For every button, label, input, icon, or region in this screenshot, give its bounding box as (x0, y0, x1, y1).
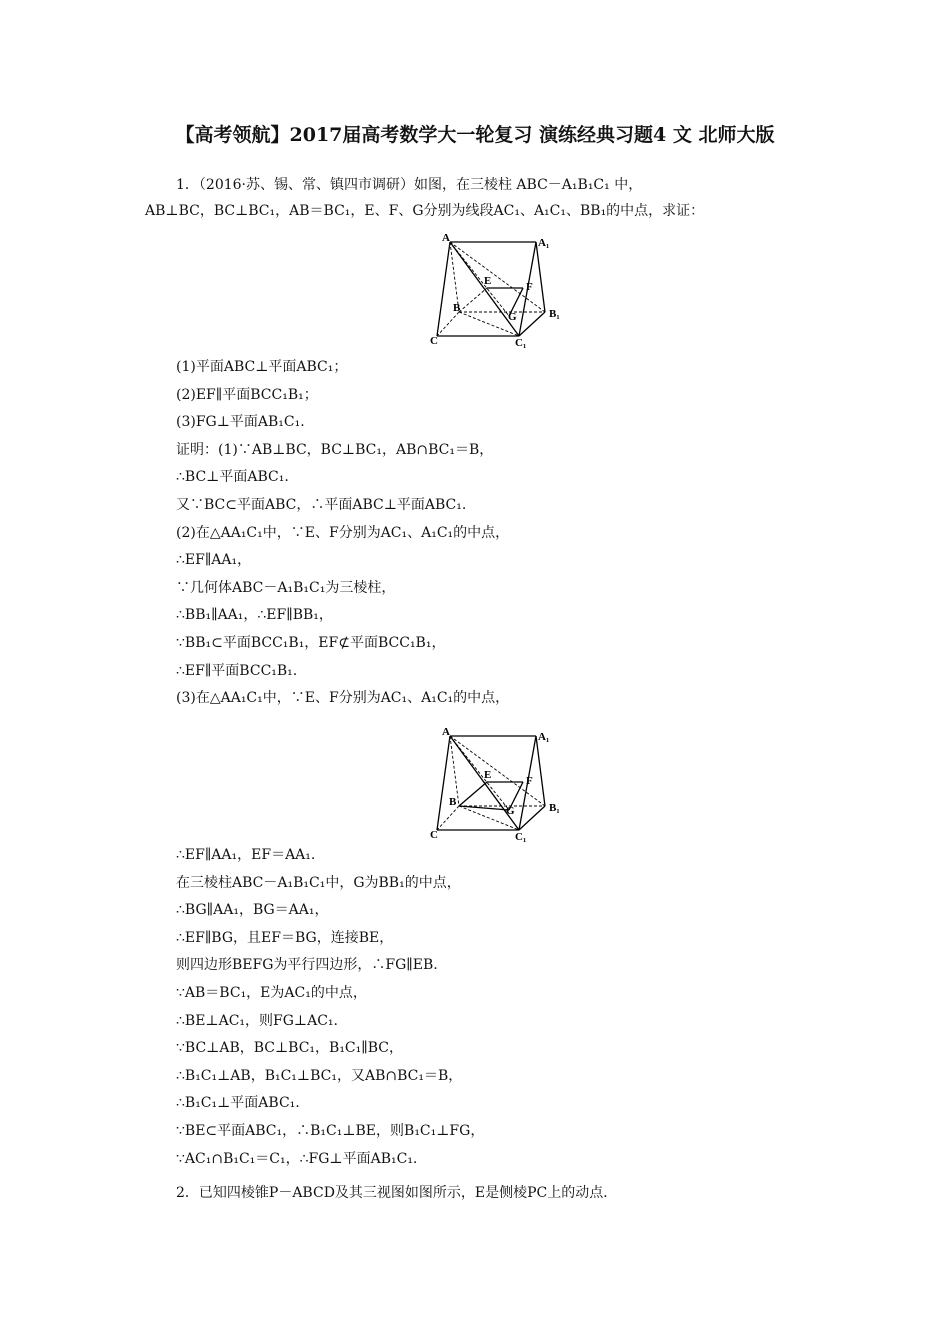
proof-line: (3)FG⊥平面AB₁C₁. (176, 414, 305, 431)
proof-line: 则四边形BEFG为平行四边形，∴FG∥EB. (176, 957, 438, 974)
question-1-stem (145, 172, 796, 224)
proof-line: 在三棱柱ABC－A₁B₁C₁中，G为BB₁的中点， (176, 874, 461, 891)
figure-label-e: E (484, 275, 492, 287)
proof-line: ∴BG∥AA₁，BG＝AA₁， (176, 902, 329, 919)
figure-label-c: C (430, 829, 438, 841)
proof-line: ∵几何体ABC－A₁B₁C₁为三棱柱， (176, 579, 396, 596)
proof-block-1 (176, 354, 796, 713)
proof-line: 证明：(1)∵AB⊥BC，BC⊥BC₁，AB∩BC₁＝B， (176, 441, 494, 458)
figure-label-a1: A₁ (538, 237, 550, 249)
prism-figure-2 (420, 726, 580, 844)
proof-line: ∴EF∥BG，且EF＝BG，连接BE， (176, 929, 394, 946)
question-1-line-2: AB⊥BC，BC⊥BC₁，AB＝BC₁，E、F、G分别为线段AC₁、A₁C₁、BB₁的中点，求证： (145, 203, 705, 219)
figure-label-f: F (526, 775, 533, 787)
proof-line: (3)在△AA₁C₁中，∵E、F分别为AC₁、A₁C₁的中点， (176, 690, 510, 707)
figure-label-a1: A₁ (538, 731, 550, 743)
proof-line: ∴EF∥平面BCC₁B₁. (176, 662, 298, 679)
figure-label-g: G (506, 805, 515, 817)
proof-line: ∵AB＝BC₁，E为AC₁的中点， (176, 984, 367, 1001)
proof-line: ∵BB₁⊂平面BCC₁B₁，EF⊄平面BCC₁B₁， (176, 634, 446, 651)
proof-line: ∵BC⊥AB，BC⊥BC₁，B₁C₁∥BC， (176, 1040, 403, 1057)
figure-label-a: A (442, 232, 450, 244)
figure-label-e: E (484, 769, 492, 781)
proof-line: (2)在△AA₁C₁中，∵E、F分别为AC₁、A₁C₁的中点， (176, 524, 510, 541)
question-2-stem: 2．已知四棱锥P－ABCD及其三视图如图所示，E是侧棱PC上的动点． (176, 1185, 618, 1201)
figure-label-c1: C₁ (515, 831, 527, 843)
proof-line: ∴BE⊥AC₁，则FG⊥AC₁. (176, 1012, 338, 1029)
figure-label-a: A (442, 726, 450, 738)
figure-label-b: B (449, 796, 457, 808)
proof-line: ∴B₁C₁⊥平面ABC₁. (176, 1095, 300, 1112)
proof-line: ∴B₁C₁⊥AB，B₁C₁⊥BC₁，又AB∩BC₁＝B， (176, 1067, 463, 1084)
figure-label-g: G (508, 311, 517, 323)
proof-line: ∵AC₁∩B₁C₁＝C₁，∴FG⊥平面AB₁C₁. (176, 1150, 418, 1167)
proof-line: ∴EF∥AA₁，EF＝AA₁. (176, 847, 316, 863)
page-title: 【高考领航】2017届高考数学大一轮复习 演练经典习题4 文 北师大版 (175, 124, 775, 146)
question-1-line-1: 1．（2016·苏、锡、常、镇四市调研）如图，在三棱柱 ABC－A₁B₁C₁ 中， (176, 177, 643, 193)
figure-label-b1: B₁ (549, 802, 560, 814)
figure-label-f: F (526, 281, 533, 293)
figure-label-c1: C₁ (515, 337, 527, 349)
proof-block-2 (176, 842, 796, 1173)
proof-line: ∴BC⊥平面ABC₁. (176, 469, 289, 486)
figure-label-c: C (430, 335, 438, 347)
prism-figure-1 (420, 232, 580, 350)
proof-line: (2)EF∥平面BCC₁B₁； (176, 386, 318, 403)
figure-label-b1: B₁ (549, 308, 560, 320)
proof-line: ∵BE⊂平面ABC₁，∴B₁C₁⊥BE，则B₁C₁⊥FG， (176, 1122, 485, 1139)
proof-line: ∴EF∥AA₁， (176, 552, 252, 569)
proof-line: 又∵BC⊂平面ABC，∴平面ABC⊥平面ABC₁. (176, 496, 467, 513)
figure-label-b: B (453, 302, 461, 314)
proof-line: ∴BB₁∥AA₁，∴EF∥BB₁， (176, 607, 333, 624)
proof-line: (1)平面ABC⊥平面ABC₁； (176, 359, 348, 375)
